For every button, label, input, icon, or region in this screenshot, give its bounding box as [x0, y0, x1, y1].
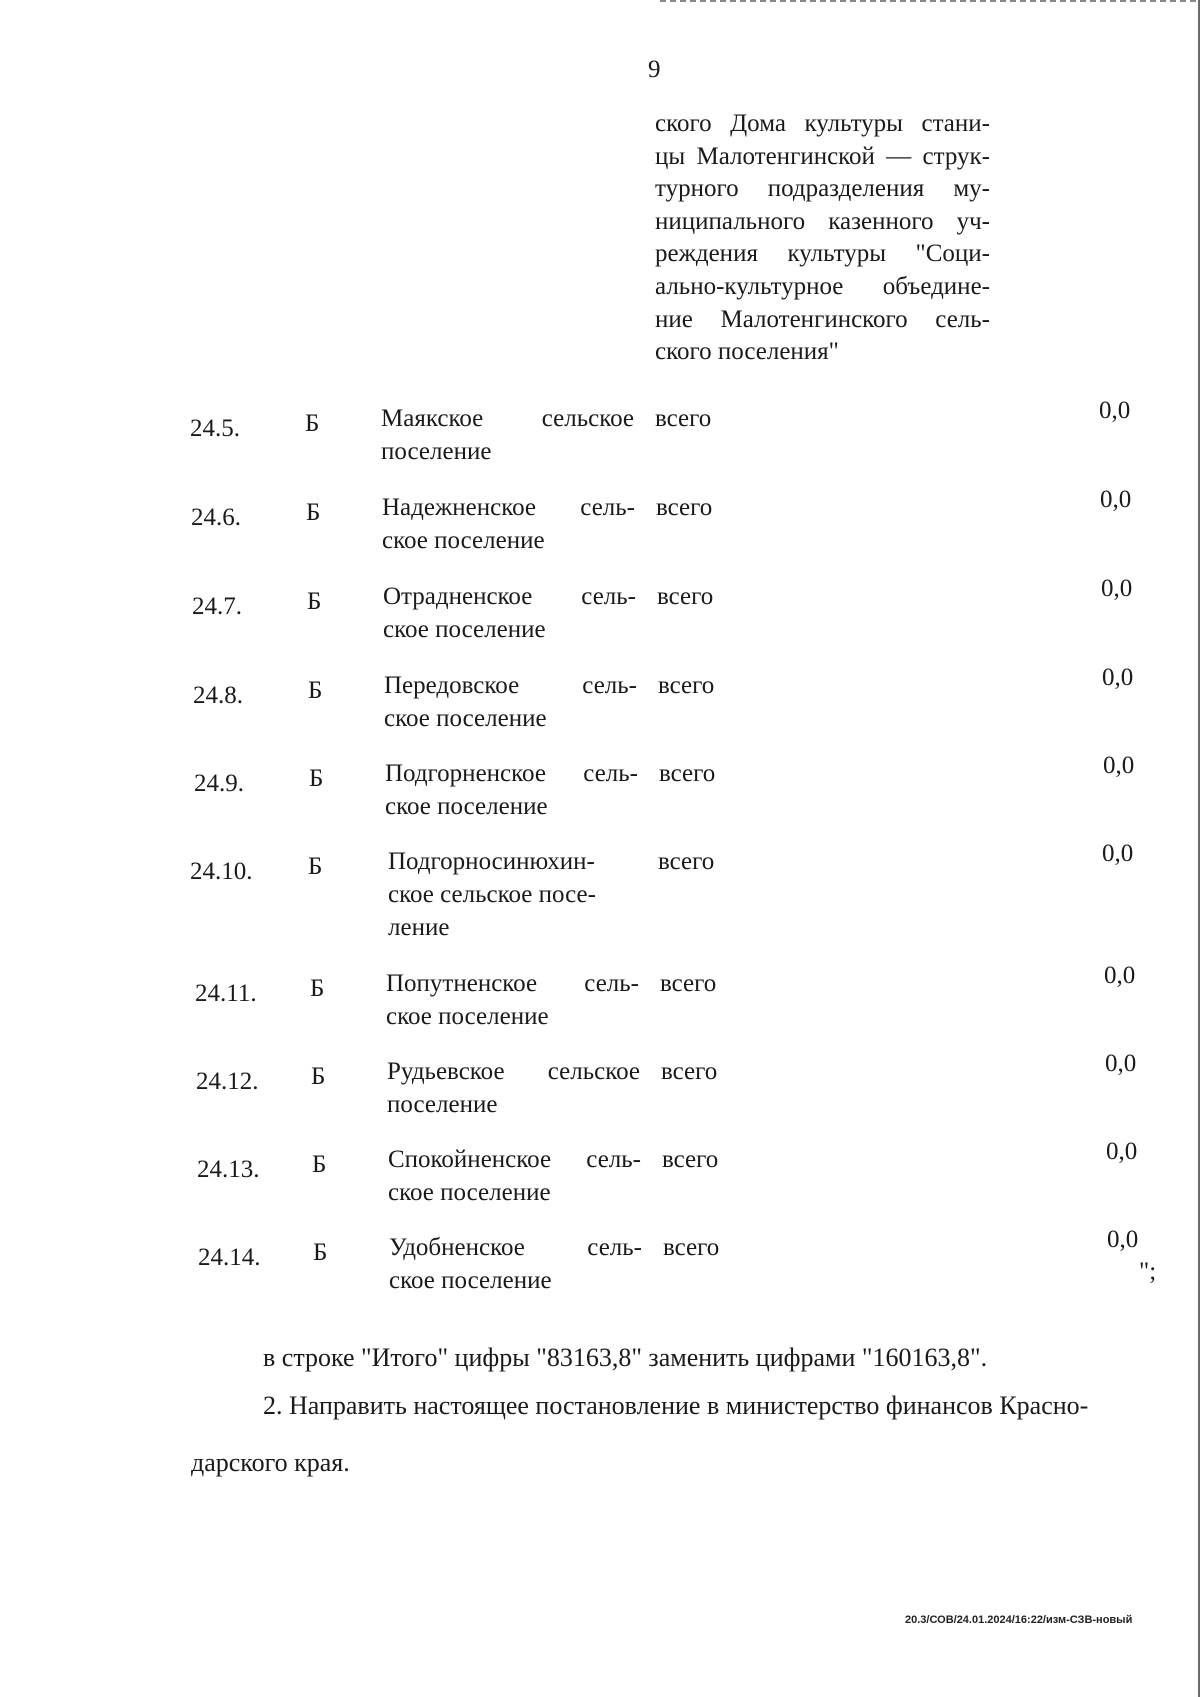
settlement-name-line: Надежненское сель- — [382, 494, 635, 521]
row-category: Б — [306, 499, 321, 526]
continued-cell-line: ние Малотенгинского сель- — [655, 305, 990, 333]
settlement-name-line: Попутненское сель- — [386, 970, 639, 997]
settlement-name-line: Рудьевское сельское — [387, 1058, 640, 1085]
row-value: 0,0 — [1106, 1138, 1138, 1165]
settlement-name-line: Маякское сельское — [381, 405, 634, 432]
settlement-name-line: ское поселение — [382, 527, 545, 554]
continued-cell-line: ниципального казенного уч- — [655, 207, 990, 235]
settlement-name — [383, 580, 636, 646]
row-total-label: всего — [659, 760, 716, 787]
row-value: 0,0 — [1107, 1226, 1139, 1253]
row-category: Б — [308, 677, 323, 704]
settlement-name-line: Передовское сель- — [384, 672, 637, 699]
settlement-name-line: ское поселение — [386, 1003, 549, 1030]
settlement-name-line: Подгорносинюхин- — [388, 848, 595, 875]
row-number: 24.7. — [192, 593, 242, 620]
row-value: 0,0 — [1101, 575, 1133, 602]
document-footer-code: 20.3/СОВ/24.01.2024/16:22/изм-СЗВ-новый — [905, 1614, 1133, 1626]
page-number: 9 — [648, 56, 661, 83]
continued-cell-line: турного подразделения му- — [655, 175, 990, 203]
row-number: 24.6. — [191, 504, 241, 531]
settlement-name-line: Удобненское сель- — [389, 1234, 642, 1261]
settlement-name — [385, 757, 638, 823]
row-category: Б — [312, 1151, 327, 1178]
settlement-name-line: поселение — [387, 1091, 498, 1118]
row-number: 24.11. — [195, 980, 257, 1007]
settlement-name — [388, 845, 641, 944]
settlement-name — [387, 1055, 640, 1121]
row-total-label: всего — [663, 1234, 720, 1261]
settlement-name-line: ское поселение — [389, 1267, 552, 1294]
settlement-name-line: ское поселение — [383, 616, 546, 643]
row-category: Б — [311, 1063, 326, 1090]
row-category: Б — [313, 1239, 328, 1266]
row-category: Б — [305, 410, 320, 437]
item-2-paragraph-continuation: дарского края. — [191, 1448, 350, 1477]
row-total-label: всего — [655, 405, 712, 432]
row-total-label: всего — [658, 848, 715, 875]
settlement-name-line: ское поселение — [384, 705, 547, 732]
closing-quote: "; — [1139, 1258, 1157, 1285]
continued-cell-line: ского поселения" — [655, 338, 839, 366]
row-value: 0,0 — [1103, 752, 1135, 779]
settlement-name — [384, 669, 637, 735]
row-value: 0,0 — [1105, 1050, 1137, 1077]
row-number: 24.12. — [196, 1068, 259, 1095]
settlement-name — [389, 1231, 642, 1297]
row-number: 24.9. — [194, 770, 244, 797]
row-total-label: всего — [660, 970, 717, 997]
row-total-label: всего — [662, 1146, 719, 1173]
settlement-name-line: Подгорненское сель- — [385, 760, 638, 787]
continued-table-cell — [655, 108, 990, 369]
row-number: 24.14. — [198, 1244, 261, 1271]
settlement-name-line: Спокойненское сель- — [388, 1146, 641, 1173]
row-value: 0,0 — [1102, 840, 1134, 867]
row-value: 0,0 — [1099, 397, 1131, 424]
row-value: 0,0 — [1104, 962, 1136, 989]
settlement-name — [381, 402, 634, 468]
scan-top-edge — [660, 0, 1200, 2]
item-2-paragraph: 2. Направить настоящее постановление в министерство финансов Красно- — [263, 1391, 1089, 1420]
row-category: Б — [307, 588, 322, 615]
settlement-name — [388, 1143, 641, 1209]
row-value: 0,0 — [1100, 486, 1132, 513]
settlement-name-line: поселение — [381, 438, 492, 465]
settlement-name — [386, 967, 639, 1033]
row-total-label: всего — [657, 583, 714, 610]
settlement-name — [382, 491, 635, 557]
settlement-name-line: ское сельское посе- — [388, 881, 596, 908]
row-category: Б — [308, 853, 323, 880]
row-total-label: всего — [658, 672, 715, 699]
row-total-label: всего — [661, 1058, 718, 1085]
settlement-name-line: ское поселение — [385, 793, 548, 820]
row-number: 24.13. — [197, 1156, 260, 1183]
row-number: 24.5. — [190, 415, 240, 442]
row-category: Б — [310, 975, 325, 1002]
itogo-paragraph: в строке "Итого" цифры "83163,8" заменить цифрами "160163,8". — [263, 1343, 988, 1372]
continued-cell-line: ально-культурное объедине- — [655, 272, 990, 300]
row-total-label: всего — [656, 494, 713, 521]
settlement-name-line: ление — [388, 914, 450, 941]
row-value: 0,0 — [1102, 664, 1134, 691]
settlement-name-line: Отрадненское сель- — [383, 583, 636, 610]
row-category: Б — [309, 765, 324, 792]
row-number: 24.10. — [190, 858, 253, 885]
continued-cell-line: цы Малотенгинской — струк- — [655, 142, 990, 170]
settlement-name-line: ское поселение — [388, 1179, 551, 1206]
continued-cell-line: ского Дома культуры стани- — [655, 110, 990, 137]
continued-cell-line: реждения культуры "Соци- — [655, 240, 990, 268]
row-number: 24.8. — [193, 682, 243, 709]
